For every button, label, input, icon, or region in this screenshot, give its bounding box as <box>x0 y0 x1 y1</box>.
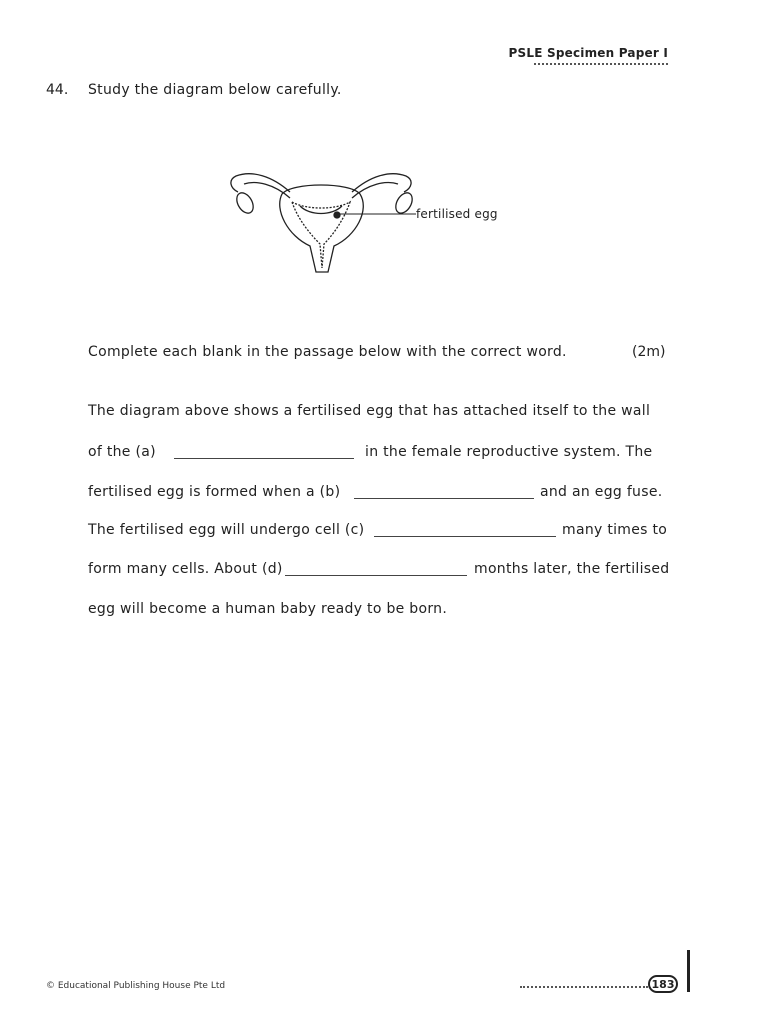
passage-line-3 <box>88 484 668 506</box>
passage-line-1 <box>88 403 668 425</box>
passage-text: many times to <box>562 522 668 538</box>
right-ovary <box>392 190 415 216</box>
fertilised-egg <box>334 212 340 218</box>
blank-c-field[interactable] <box>374 536 556 537</box>
footer-divider <box>520 986 648 988</box>
passage-line-5 <box>88 561 668 583</box>
passage-text: fertilised egg is formed when a (b) <box>88 484 341 500</box>
passage-line-6 <box>88 601 668 623</box>
paper-title: PSLE Specimen Paper I <box>508 46 668 60</box>
left-ovary <box>233 190 256 216</box>
question-number: 44. <box>46 82 69 98</box>
passage-text: The diagram above shows a fertilised egg that has attached itself to the wall <box>88 403 651 419</box>
marks-allocation: (2m) <box>632 344 666 360</box>
passage-text: in the female reproductive system. The <box>365 444 653 460</box>
uterine-lining <box>292 202 350 268</box>
page-number: 183 <box>648 975 678 993</box>
passage-text: and an egg fuse. <box>540 484 663 500</box>
passage-text: form many cells. About (d) <box>88 561 283 577</box>
fertilised-egg-label: fertilised egg <box>416 207 498 221</box>
blank-b-field[interactable] <box>354 498 534 499</box>
header-divider <box>534 63 668 65</box>
passage-text: egg will become a human baby ready to be born. <box>88 601 448 617</box>
passage-line-4 <box>88 522 668 544</box>
blank-d-field[interactable] <box>285 575 467 576</box>
passage-line-2 <box>88 444 668 466</box>
passage-text: months later, the fertilised <box>474 561 670 577</box>
uterus-outline <box>280 185 364 272</box>
blank-a-field[interactable] <box>174 458 354 459</box>
page-edge-bar <box>687 950 690 992</box>
question-prompt: Study the diagram below carefully. <box>88 82 342 98</box>
instruction-text: Complete each blank in the passage below with the correct word. <box>88 344 567 360</box>
copyright-notice: © Educational Publishing House Pte Ltd <box>46 981 226 991</box>
passage-text: of the (a) <box>88 444 156 460</box>
passage-text: The fertilised egg will undergo cell (c) <box>88 522 365 538</box>
